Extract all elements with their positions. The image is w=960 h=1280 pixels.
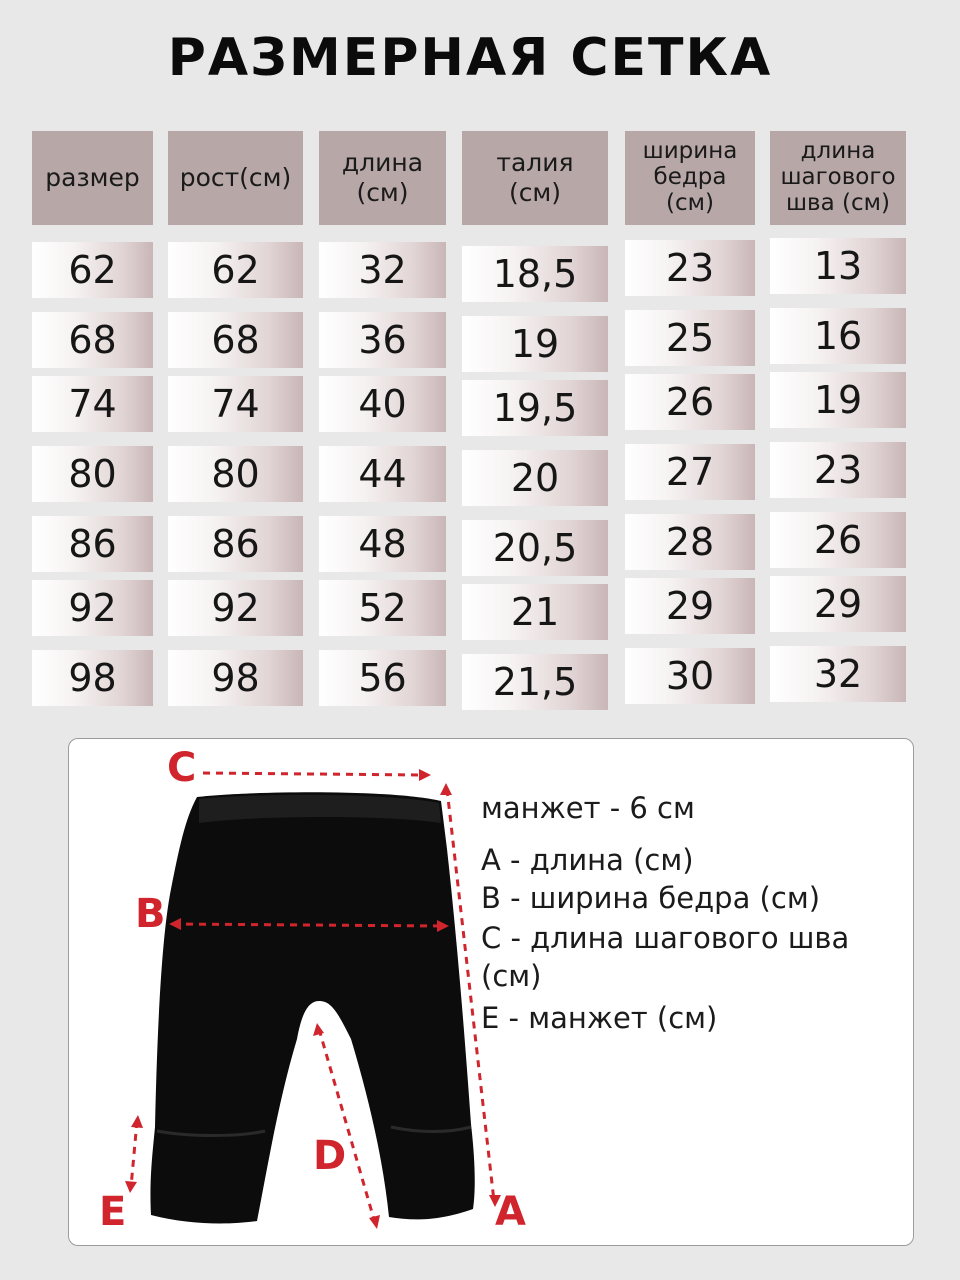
marker-e: E (99, 1189, 127, 1235)
header-inseam-line: длина (800, 138, 876, 165)
table-cell-waist (462, 380, 608, 436)
cell-value: 19 (813, 378, 863, 422)
legend-e: Е - манжет (см) (481, 1001, 718, 1035)
cell-value: 18,5 (492, 252, 578, 296)
cell-value: 44 (358, 452, 407, 496)
cell-value: 56 (358, 656, 407, 700)
table-cell-waist (462, 316, 608, 372)
table-cell-inseam (770, 576, 906, 632)
cell-value: 30 (665, 654, 715, 698)
legend-c: С - длина шагового шва (481, 921, 850, 955)
measurement-diagram-panel (68, 738, 914, 1246)
table-cell-height (168, 312, 303, 368)
legend-a: А - длина (см) (481, 843, 694, 877)
cell-value: 29 (813, 582, 863, 626)
table-cell-height (168, 446, 303, 502)
cell-value: 92 (68, 586, 117, 630)
cell-value: 27 (665, 450, 715, 494)
header-hip-width-line: бедра (653, 164, 727, 191)
table-cell-inseam (770, 646, 906, 702)
table-cell-hip-width (625, 578, 755, 634)
cell-value: 16 (813, 314, 863, 358)
legend-cuff: манжет - 6 см (481, 791, 695, 825)
cell-value: 25 (665, 316, 715, 360)
header-size-line: размер (45, 163, 140, 192)
cell-value: 62 (68, 248, 117, 292)
table-cell-waist (462, 246, 608, 302)
cell-value: 36 (358, 318, 407, 362)
cell-value: 74 (68, 382, 117, 426)
table-cell-size (32, 312, 153, 368)
table-cell-length (319, 650, 446, 706)
header-waist (462, 131, 608, 225)
cell-value: 86 (211, 522, 260, 566)
table-cell-size (32, 580, 153, 636)
arrow-c (203, 773, 424, 775)
cell-value: 28 (665, 520, 715, 564)
table-cell-height (168, 580, 303, 636)
cell-value: 80 (211, 452, 260, 496)
table-cell-length (319, 516, 446, 572)
cell-value: 92 (211, 586, 260, 630)
table-cell-length (319, 580, 446, 636)
cell-value: 52 (358, 586, 407, 630)
table-cell-length (319, 242, 446, 298)
cell-value: 21,5 (492, 660, 578, 704)
header-size (32, 131, 153, 225)
table-cell-size (32, 516, 153, 572)
table-cell-hip-width (625, 374, 755, 430)
cell-value: 98 (211, 656, 260, 700)
header-inseam (770, 131, 906, 225)
header-length (319, 131, 446, 225)
arrow-e (131, 1121, 137, 1187)
header-hip-width (625, 131, 755, 225)
marker-d: D (313, 1133, 347, 1179)
cell-value: 68 (68, 318, 117, 362)
table-cell-waist (462, 654, 608, 710)
cell-value: 19,5 (492, 386, 578, 430)
header-hip-width-line: (см) (666, 189, 714, 216)
header-inseam-line: шагового (780, 164, 896, 191)
cell-value: 23 (813, 448, 863, 492)
table-cell-waist (462, 520, 608, 576)
table-cell-size (32, 446, 153, 502)
table-cell-hip-width (625, 240, 755, 296)
cell-value: 20,5 (492, 526, 578, 570)
cell-value: 21 (510, 590, 560, 634)
table-cell-length (319, 312, 446, 368)
cell-value: 26 (813, 518, 863, 562)
cell-value: 32 (358, 248, 407, 292)
marker-c: C (167, 745, 197, 791)
table-cell-waist (462, 450, 608, 506)
table-cell-hip-width (625, 648, 755, 704)
cell-value: 74 (211, 382, 260, 426)
table-cell-length (319, 376, 446, 432)
table-cell-hip-width (625, 444, 755, 500)
legend-b: В - ширина бедра (см) (481, 881, 821, 915)
cell-value: 26 (665, 380, 715, 424)
header-inseam-line: шва (см) (786, 189, 890, 216)
table-cell-size (32, 242, 153, 298)
table-cell-height (168, 376, 303, 432)
header-hip-width-line: ширина (642, 138, 738, 165)
cell-value: 23 (665, 246, 715, 290)
marker-b: B (135, 891, 166, 937)
table-cell-height (168, 516, 303, 572)
table-cell-inseam (770, 372, 906, 428)
cell-value: 19 (510, 322, 560, 366)
cell-value: 32 (813, 652, 863, 696)
table-cell-height (168, 242, 303, 298)
header-waist-line: талия (496, 148, 574, 177)
page-title: РАЗМЕРНАЯ СЕТКА (167, 28, 773, 88)
table-cell-hip-width (625, 514, 755, 570)
cell-value: 40 (358, 382, 407, 426)
table-cell-inseam (770, 238, 906, 294)
cell-value: 48 (358, 522, 407, 566)
table-cell-length (319, 446, 446, 502)
header-waist-line: (см) (508, 178, 562, 207)
cell-value: 68 (211, 318, 260, 362)
table-cell-inseam (770, 308, 906, 364)
table-cell-size (32, 376, 153, 432)
cell-value: 29 (665, 584, 715, 628)
table-cell-inseam (770, 512, 906, 568)
table-cell-waist (462, 584, 608, 640)
cell-value: 86 (68, 522, 117, 566)
header-height (168, 131, 303, 225)
cell-value: 80 (68, 452, 117, 496)
header-length-line: длина (341, 148, 424, 177)
cell-value: 13 (813, 244, 863, 288)
table-cell-inseam (770, 442, 906, 498)
header-length-line: (см) (356, 178, 409, 207)
header-height-line: рост(см) (179, 163, 292, 192)
table-cell-height (168, 650, 303, 706)
cell-value: 20 (510, 456, 560, 500)
table-cell-hip-width (625, 310, 755, 366)
table-cell-size (32, 650, 153, 706)
marker-a: A (495, 1189, 526, 1235)
legend-c-unit: (см) (481, 959, 542, 993)
cell-value: 98 (68, 656, 117, 700)
cell-value: 62 (211, 248, 260, 292)
